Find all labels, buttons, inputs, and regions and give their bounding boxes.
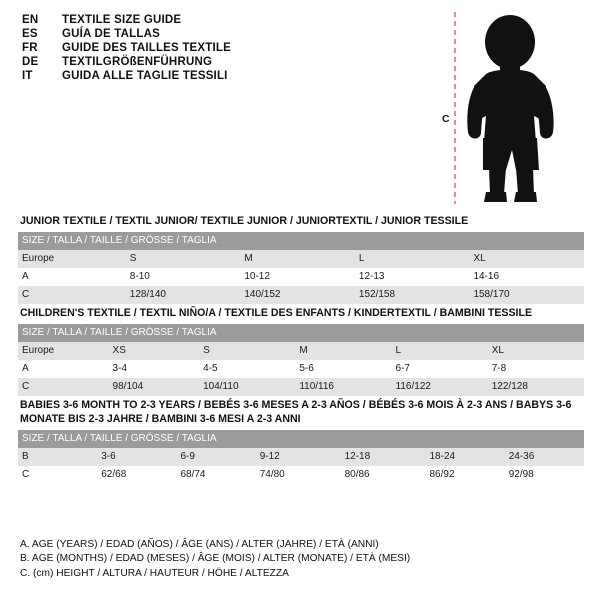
- table-row: [18, 430, 584, 448]
- cell: 62/68: [97, 466, 176, 484]
- footnote-a: A. AGE (YEARS) / EDAD (AÑOS) / ÂGE (ANS) / ALTER (JAHRE) / ETÀ (ANNI): [20, 538, 379, 550]
- table-children: [18, 324, 584, 396]
- cell: Europe: [18, 342, 109, 360]
- cell: C: [18, 286, 126, 304]
- language-row-es: [22, 28, 442, 40]
- language-row-it: [22, 70, 442, 82]
- cell: 12-18: [341, 448, 426, 466]
- cell: C: [18, 378, 109, 396]
- language-code-de: DE: [22, 56, 39, 68]
- section-title-junior: JUNIOR TEXTILE / TEXTIL JUNIOR/ TEXTILE JUNIOR / JUNIORTEXTIL / JUNIOR TESSILE: [20, 215, 469, 227]
- cell: 9-12: [256, 448, 341, 466]
- cell: S: [126, 250, 241, 268]
- cell: 140/152: [240, 286, 355, 304]
- language-title-es: GUÍA DE TALLAS: [62, 28, 160, 40]
- language-code-fr: FR: [22, 42, 38, 54]
- measure-label-c: C: [442, 113, 450, 125]
- section-junior: [18, 212, 584, 304]
- child-silhouette-icon: [442, 8, 582, 208]
- language-row-de: [22, 56, 442, 68]
- cell: 80/86: [341, 466, 426, 484]
- footnote-c: C. (cm) HEIGHT / ALTURA / HAUTEUR / HÖHE / ALTEZZA: [20, 568, 289, 580]
- language-code-it: IT: [22, 70, 33, 82]
- cell: 18-24: [425, 448, 504, 466]
- language-code-es: ES: [22, 28, 38, 40]
- cell: A: [18, 268, 126, 286]
- section-title-children: CHILDREN'S TEXTILE / TEXTIL NIÑO/A / TEXTILE DES ENFANTS / KINDERTEXTIL / BAMBINI TESSILE: [20, 307, 533, 320]
- table-row: [18, 324, 584, 342]
- section-children: [18, 304, 584, 396]
- cell: 116/122: [392, 378, 488, 396]
- table-row: [18, 286, 584, 304]
- table-row: [18, 250, 584, 268]
- table-row: [18, 342, 584, 360]
- language-title-it: GUIDA ALLE TAGLIE TESSILI: [62, 70, 228, 82]
- cell: 128/140: [126, 286, 241, 304]
- cell: 152/158: [355, 286, 470, 304]
- section-babies: [18, 396, 584, 483]
- language-title-block: [22, 14, 442, 84]
- table-row: [18, 466, 584, 484]
- table-head-junior: SIZE / TALLA / TAILLE / GRÖSSE / TAGLIA: [18, 232, 584, 250]
- cell: 3-6: [97, 448, 176, 466]
- cell: 110/116: [295, 378, 391, 396]
- cell: 6-7: [392, 360, 488, 378]
- table-row: [18, 378, 584, 396]
- language-row-en: [22, 14, 442, 26]
- language-row-fr: [22, 42, 442, 54]
- table-row: [18, 360, 584, 378]
- cell: XS: [109, 342, 200, 360]
- table-junior: [18, 232, 584, 304]
- cell: 14-16: [469, 268, 584, 286]
- child-silhouette-figure: [442, 8, 582, 208]
- cell: M: [240, 250, 355, 268]
- cell: 24-36: [505, 448, 584, 466]
- cell: 4-5: [199, 360, 295, 378]
- cell: B: [18, 448, 97, 466]
- cell: 122/128: [488, 378, 584, 396]
- cell: M: [295, 342, 391, 360]
- cell: 92/98: [505, 466, 584, 484]
- cell: 104/110: [199, 378, 295, 396]
- table-row: [18, 268, 584, 286]
- legend-footnotes: [20, 538, 580, 582]
- section-title-babies: BABIES 3-6 MONTH TO 2-3 YEARS / BEBÉS 3-6 MESES A 2-3 AÑOS / BÉBÉS 3-6 MOIS À 2-3 ANS / BABYS 3-6 MONATE BIS 2-3 JAHRE / BAMBINI 3-6 MESI A 2-3 ANNI: [20, 399, 572, 425]
- cell: 68/74: [176, 466, 255, 484]
- cell: Europe: [18, 250, 126, 268]
- cell: 10-12: [240, 268, 355, 286]
- cell: C: [18, 466, 97, 484]
- cell: 6-9: [176, 448, 255, 466]
- language-title-en: TEXTILE SIZE GUIDE: [62, 14, 182, 26]
- cell: S: [199, 342, 295, 360]
- cell: XL: [469, 250, 584, 268]
- cell: 3-4: [109, 360, 200, 378]
- table-babies: [18, 430, 584, 484]
- cell: 7-8: [488, 360, 584, 378]
- cell: XL: [488, 342, 584, 360]
- cell: 8-10: [126, 268, 241, 286]
- table-row: [18, 232, 584, 250]
- language-code-en: EN: [22, 14, 39, 26]
- language-title-fr: GUIDE DES TAILLES TEXTILE: [62, 42, 231, 54]
- cell: 98/104: [109, 378, 200, 396]
- table-head-children: SIZE / TALLA / TAILLE / GRÖSSE / TAGLIA: [18, 324, 584, 342]
- cell: 158/170: [469, 286, 584, 304]
- footnote-b: B. AGE (MONTHS) / EDAD (MESES) / ÂGE (MOIS) / ALTER (MONATE) / ETÀ (MESI): [20, 553, 411, 565]
- table-row: [18, 448, 584, 466]
- cell: L: [355, 250, 470, 268]
- cell: A: [18, 360, 109, 378]
- cell: L: [392, 342, 488, 360]
- cell: 5-6: [295, 360, 391, 378]
- cell: 12-13: [355, 268, 470, 286]
- cell: 86/92: [425, 466, 504, 484]
- language-title-de: TEXTILGRÖßENFÜHRUNG: [62, 56, 213, 68]
- size-tables: [18, 212, 584, 484]
- cell: 74/80: [256, 466, 341, 484]
- table-head-babies: SIZE / TALLA / TAILLE / GRÖSSE / TAGLIA: [18, 430, 584, 448]
